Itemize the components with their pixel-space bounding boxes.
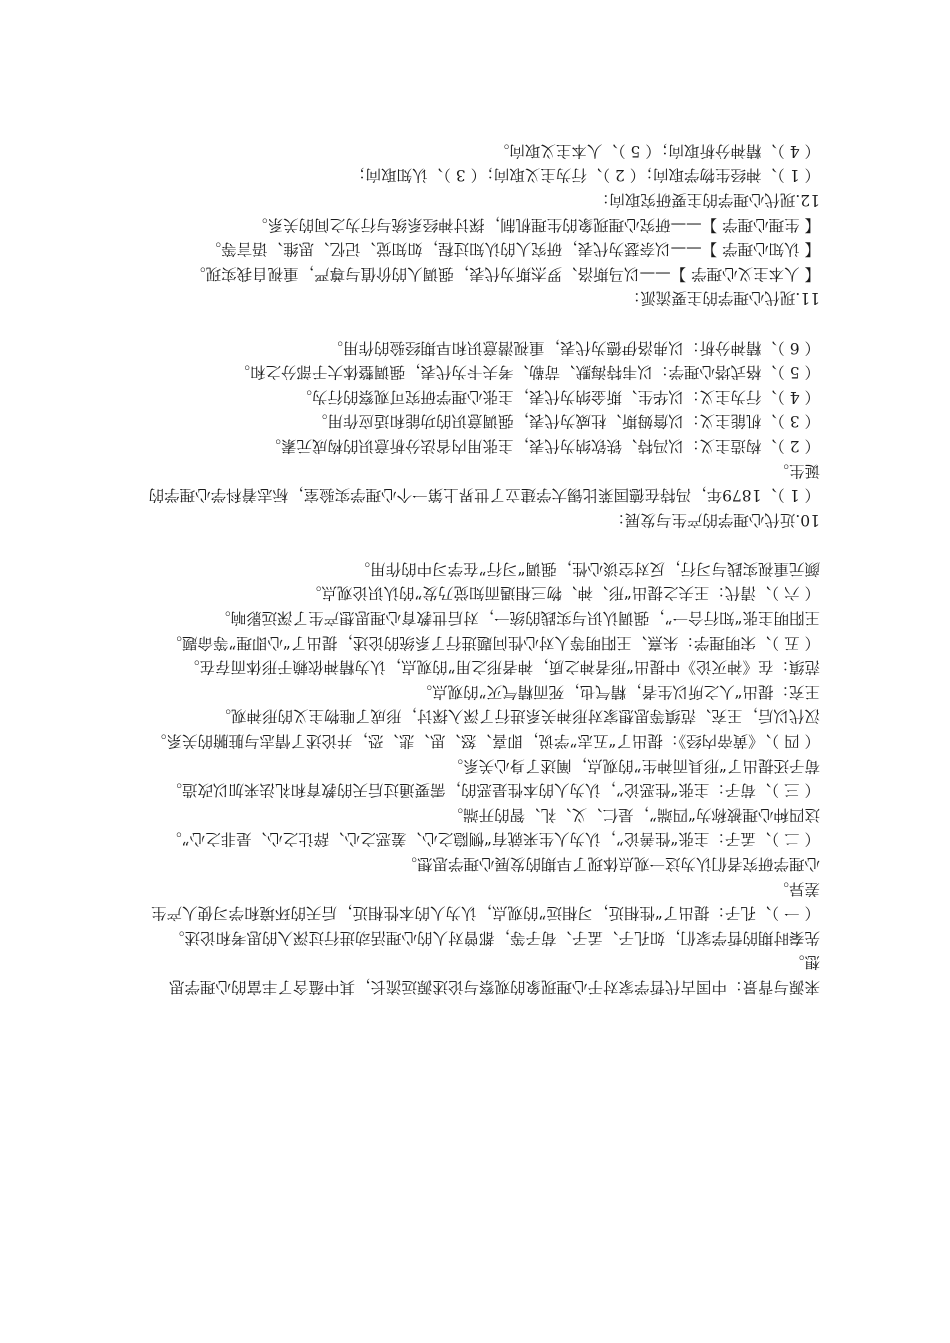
- text-line: 颜元重视实践与习行，反对空谈心性，强调“习行”在学习中的作用。: [354, 559, 820, 578]
- text-line: 荀子还提出了“形具而神生”的观点，阐述了身心关系。: [447, 756, 820, 775]
- text-line: （ 五 ）、宋明理学：朱熹、王阳明等人对心性问题进行了系统的论述，提出了“心即理”等命题。: [166, 633, 820, 652]
- document-page: [140, 138, 820, 999]
- text-line: （ 一 ）、孔子：提出了“性相近，习相远”的观点，认为人的本性相近，后天的环境和学习使人产生差异。: [151, 879, 820, 922]
- text-line: 【 生理心理学 】——研究心理现象的生理机制，探讨神经系统与行为之间的关系。: [252, 215, 820, 234]
- blank-line: [140, 310, 820, 335]
- text-line: （ 四 ）、《黄帝内经》：提出了“五志”学说，即喜、怒、思、悲、恐，并论述了情志与脏腑的关系。: [151, 731, 820, 750]
- blank-line: [140, 532, 820, 557]
- section-heading: 12.现代心理学的主要研究取向：: [593, 190, 820, 209]
- text-line: （ 三 ）、荀子：主张“性恶论”，认为人的本性是恶的，需要通过后天的教育和礼法来加以改造。: [166, 781, 820, 800]
- section-heading: 11.现代心理学的主要流派：: [624, 289, 820, 308]
- text-line: （ 1 ）、1879年，冯特在德国莱比锡大学建立了世界上第一个心理学实验室，标志着科学心理学的诞生。: [148, 461, 820, 504]
- text-line: （ 3 ）、机能主义：以詹姆斯、杜威为代表，强调意识的功能和适应作用。: [312, 412, 820, 431]
- section-heading: 10.近代心理学的产生与发展：: [609, 510, 820, 529]
- text-line: 汉代以后，王充、范缜等思想家对形神关系进行了深入探讨，形成了唯物主义的形神观。: [215, 707, 820, 726]
- text-line: （ 4 ）、精神分析取向；（ 5 ）、人本主义取向。: [493, 141, 820, 160]
- text-line: （ 二 ）、孟子：主张“性善论”，认为人生来就有“恻隐之心、羞恶之心、辞让之心、是非之心”。: [166, 830, 820, 849]
- text-line: 【 人本主义心理学 】——以马斯洛、罗杰斯为代表，强调人的价值与尊严，重视自我实现。: [190, 264, 820, 283]
- text-line: 王充：提出“人之所以生者，精气也，死而精气灭”的观点。: [416, 682, 820, 701]
- text-line: 范缜：在《神灭论》中提出“形者神之质，神者形之用”的观点，认为精神依赖于形体而存在。: [184, 658, 820, 677]
- text-line: 王阳明主张“知行合一”，强调认识与实践的统一，对后世教育心理思想产生了深远影响。: [215, 608, 820, 627]
- text-line: （ 1 ）、神经生物学取向；（ 2 ）、行为主义取向；（ 3 ）、认知取向；: [350, 166, 820, 185]
- text-line: 【 认知心理学 】——以奈瑟为代表，研究人的认知过程，如知觉、记忆、思维、语言等。: [205, 239, 820, 258]
- text-line: （ 5 ）、格式塔心理学：以韦特海默、苛勒、考夫卡为代表，强调整体大于部分之和。: [234, 362, 820, 381]
- text-line: 来源与背景：中国古代哲学家对于心理现象的观察与论述源远流长，其中蕴含了丰富的心理学思想。: [168, 953, 820, 996]
- text-line: （ 2 ）、构造主义：以冯特、铁钦纳为代表，主张用内省法分析意识的构成元素。: [265, 436, 820, 455]
- text-line: （ 六 ）、清代：王夫之提出“形、神、物三相遇而知觉乃发”的认识论观点。: [306, 584, 820, 603]
- text-line: （ 4 ）、行为主义：以华生、斯金纳为代表，主张心理学研究可观察的行为。: [296, 387, 820, 406]
- text-line: 先秦时期的哲学家们，如孔子、孟子、荀子等，都曾对人的心理活动进行过深入的思考和论述。: [168, 928, 820, 947]
- text-line: （ 6 ）、精神分析：以弗洛伊德为代表，重视潜意识和早期经验的作用。: [327, 338, 820, 357]
- text-line: 这四种心理被称为“四端”，是仁、义、礼、智的开端。: [447, 805, 820, 824]
- text-line: 心理学研究者们认为这一观点体现了早期的发展心理学思想。: [401, 854, 820, 873]
